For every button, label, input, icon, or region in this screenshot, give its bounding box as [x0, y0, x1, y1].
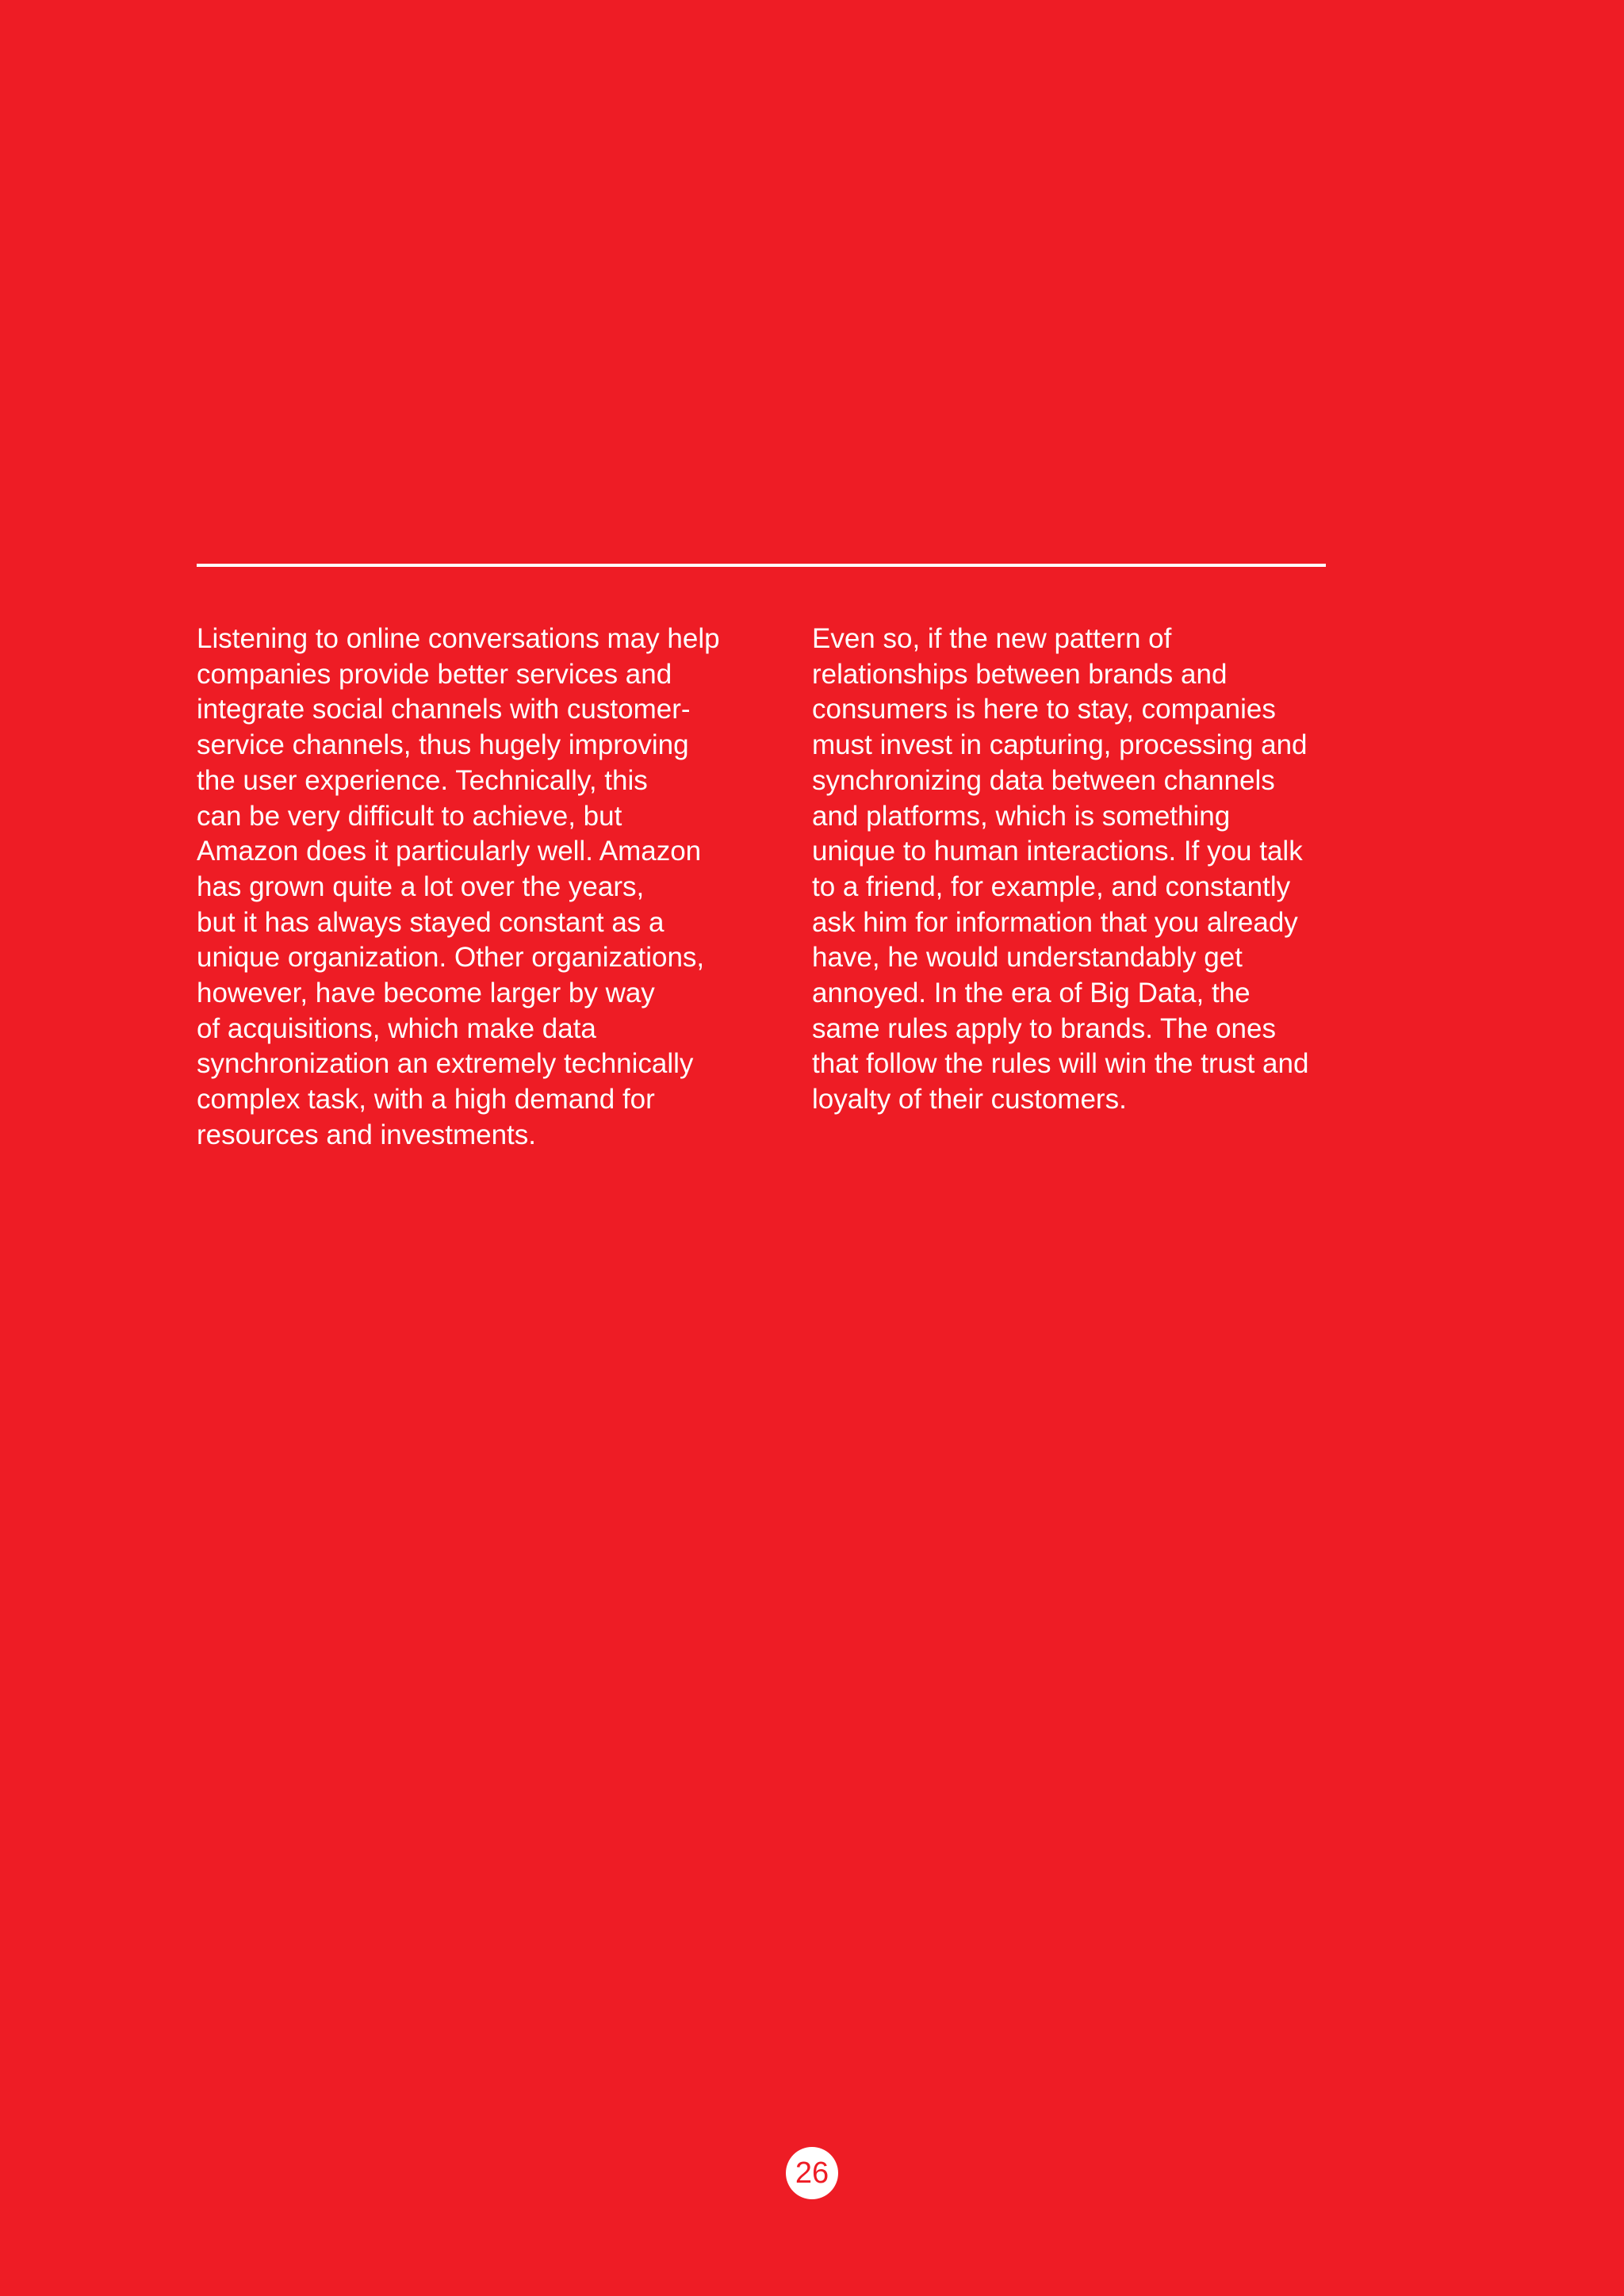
text-line: but it has always stayed constant as a: [197, 906, 665, 938]
text-line: Amazon does it particularly well. Amazon: [197, 836, 702, 867]
text-line: to a friend, for example, and constantly: [812, 871, 1291, 902]
text-line: resources and investments.: [197, 1119, 536, 1150]
left-column-paragraph: [197, 622, 728, 1154]
text-line: companies provide better services and: [197, 658, 672, 690]
text-line: that follow the rules will win the trust and: [812, 1048, 1309, 1080]
text-line: can be very difficult to achieve, but: [197, 800, 622, 832]
text-line: must invest in capturing, processing and: [812, 729, 1308, 761]
text-line: unique to human interactions. If you talk: [812, 836, 1303, 867]
text-line: the user experience. Technically, this: [197, 764, 648, 796]
text-line: however, have become larger by way: [197, 978, 655, 1009]
right-column-paragraph: [812, 622, 1343, 1118]
text-line: of acquisitions, which make data: [197, 1012, 596, 1044]
text-line: synchronizing data between channels: [812, 764, 1275, 796]
text-line: ask him for information that you already: [812, 906, 1298, 938]
horizontal-divider: [197, 564, 1326, 567]
text-line: annoyed. In the era of Big Data, the: [812, 978, 1251, 1009]
text-line: consumers is here to stay, companies: [812, 694, 1276, 725]
text-line: service channels, thus hugely improving: [197, 729, 689, 761]
text-line: Listening to online conversations may help: [197, 623, 720, 654]
text-line: have, he would understandably get: [812, 942, 1243, 974]
text-line: synchronization an extremely technically: [197, 1048, 694, 1080]
text-line: same rules apply to brands. The ones: [812, 1012, 1276, 1044]
text-line: loyalty of their customers.: [812, 1084, 1127, 1115]
text-line: has grown quite a lot over the years,: [197, 871, 645, 902]
page-number-badge: 26: [786, 2147, 838, 2199]
text-line: complex task, with a high demand for: [197, 1084, 655, 1115]
text-line: unique organization. Other organizations,: [197, 942, 705, 974]
text-line: Even so, if the new pattern of: [812, 623, 1172, 654]
text-line: relationships between brands and: [812, 658, 1228, 690]
text-line: and platforms, which is something: [812, 800, 1231, 832]
text-line: integrate social channels with customer-: [197, 694, 691, 725]
